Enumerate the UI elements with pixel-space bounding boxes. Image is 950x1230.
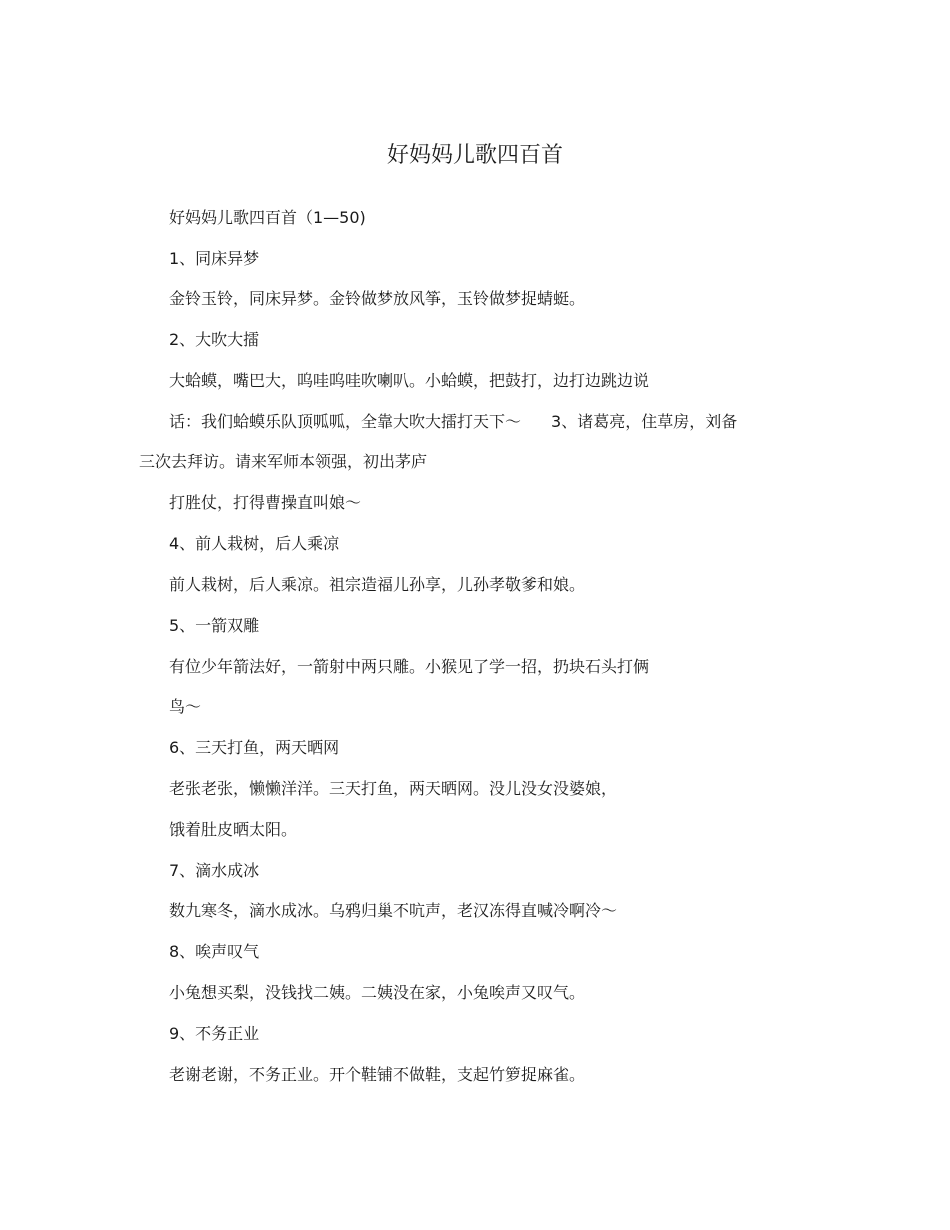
paragraph-line: 老谢老谢，不务正业。开个鞋铺不做鞋，支起竹箩捉麻雀。 — [169, 1065, 586, 1084]
paragraph-line: 鸟～ — [169, 697, 202, 716]
paragraph-line: 金铃玉铃，同床异梦。金铃做梦放风筝，玉铃做梦捉蜻蜓。 — [169, 289, 586, 308]
section-heading: 5、一箭双雕 — [169, 616, 260, 635]
paragraph-line: 饿着肚皮晒太阳。 — [169, 820, 298, 839]
subtitle: 好妈妈儿歌四百首（1—50) — [169, 208, 366, 227]
paragraph-line: 三次去拜访。请来军师本领强，初出茅庐 — [139, 452, 428, 471]
section-heading-inline: 3、诸葛亮，住草房，刘备 — [551, 412, 738, 431]
paragraph-line: 有位少年箭法好，一箭射中两只雕。小猴见了学一招，扔块石头打俩 — [169, 657, 650, 676]
paragraph-line: 数九寒冬，滴水成冰。乌鸦归巢不吭声，老汉冻得直喊冷啊冷～ — [169, 901, 618, 920]
section-heading: 4、前人栽树，后人乘凉 — [169, 534, 340, 553]
paragraph-line: 老张老张，懒懒洋洋。三天打鱼，两天晒网。没儿没女没婆娘， — [169, 779, 618, 798]
document-title: 好妈妈儿歌四百首 — [386, 143, 563, 168]
section-heading: 9、不务正业 — [169, 1024, 260, 1043]
section-heading: 7、滴水成冰 — [169, 861, 260, 880]
paragraph-line: 大蛤蟆，嘴巴大，呜哇呜哇吹喇叭。小蛤蟆，把鼓打，边打边跳边说 — [169, 371, 650, 390]
section-heading: 6、三天打鱼，两天晒网 — [169, 738, 340, 757]
paragraph-line — [169, 411, 737, 433]
paragraph-line: 前人栽树，后人乘凉。祖宗造福儿孙享，儿孙孝敬爹和娘。 — [169, 575, 586, 594]
paragraph-text: 话：我们蛤蟆乐队顶呱呱，全靠大吹大擂打天下～ — [169, 412, 522, 431]
section-heading: 8、唉声叹气 — [169, 942, 260, 961]
paragraph-line: 打胜仗，打得曹操直叫娘～ — [169, 493, 362, 512]
paragraph-line: 小兔想买梨，没钱找二姨。二姨没在家，小兔唉声又叹气。 — [169, 983, 586, 1002]
section-heading: 2、大吹大擂 — [169, 330, 260, 349]
section-heading: 1、同床异梦 — [169, 249, 260, 268]
